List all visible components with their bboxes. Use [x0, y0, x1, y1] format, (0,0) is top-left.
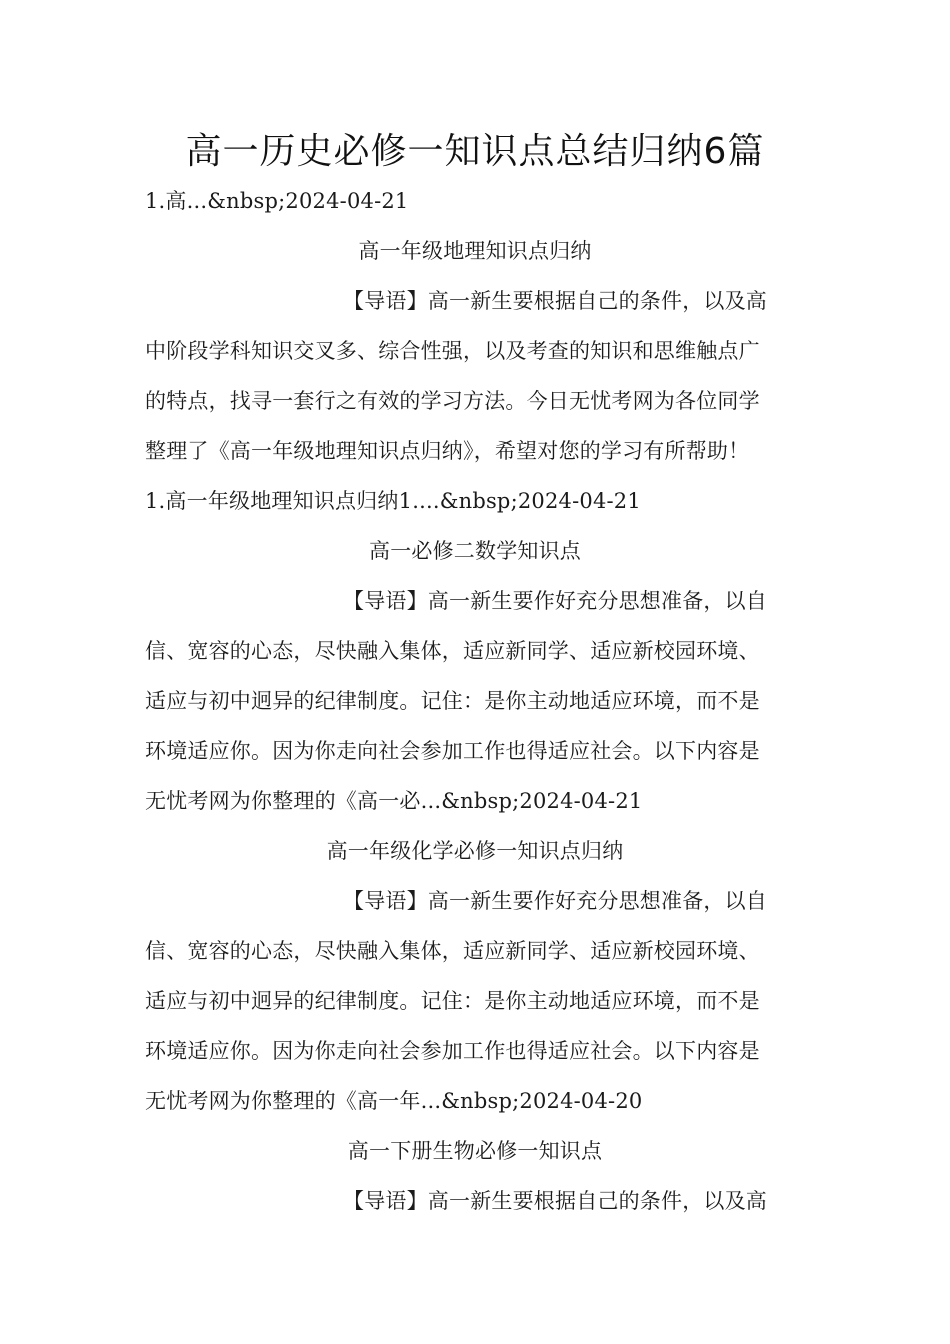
paragraph-line: 【导语】高一新生要作好充分思想准备，以自: [343, 589, 767, 613]
entry-date-line: 1.高...&nbsp;2024-04-21: [145, 189, 409, 213]
paragraph-line: 适应与初中迥异的纪律制度。记住：是你主动地适应环境，而不是: [145, 989, 760, 1013]
entry-date-line: 无忧考网为你整理的《高一必...&nbsp;2024-04-21: [145, 789, 643, 813]
paragraph-line: 【导语】高一新生要作好充分思想准备，以自: [343, 889, 767, 913]
section-heading: 高一必修二数学知识点: [369, 539, 581, 563]
paragraph-line: 中阶段学科知识交叉多、综合性强，以及考查的知识和思维触点广: [145, 339, 760, 363]
paragraph-line: 适应与初中迥异的纪律制度。记住：是你主动地适应环境，而不是: [145, 689, 760, 713]
paragraph-line: 环境适应你。因为你走向社会参加工作也得适应社会。以下内容是: [145, 1039, 760, 1063]
paragraph-line: 【导语】高一新生要根据自己的条件，以及高: [343, 289, 767, 313]
paragraph-line: 信、宽容的心态，尽快融入集体，适应新同学、适应新校园环境、: [145, 939, 760, 963]
section-heading: 高一下册生物必修一知识点: [347, 1139, 603, 1163]
entry-date-line: 无忧考网为你整理的《高一年...&nbsp;2024-04-20: [145, 1089, 643, 1113]
paragraph-line: 环境适应你。因为你走向社会参加工作也得适应社会。以下内容是: [145, 739, 760, 763]
document-title: 高一历史必修一知识点总结归纳6篇: [185, 131, 765, 172]
paragraph-line: 【导语】高一新生要根据自己的条件，以及高: [343, 1189, 767, 1213]
paragraph-line: 信、宽容的心态，尽快融入集体，适应新同学、适应新校园环境、: [145, 639, 760, 663]
section-heading: 高一年级地理知识点归纳: [358, 239, 592, 263]
section-heading: 高一年级化学必修一知识点归纳: [326, 839, 624, 863]
paragraph-line: 整理了《高一年级地理知识点归纳》，希望对您的学习有所帮助！: [145, 439, 750, 463]
entry-date-line: 1.高一年级地理知识点归纳1....&nbsp;2024-04-21: [145, 489, 641, 513]
paragraph-line: 的特点，找寻一套行之有效的学习方法。今日无忧考网为各位同学: [145, 389, 760, 413]
